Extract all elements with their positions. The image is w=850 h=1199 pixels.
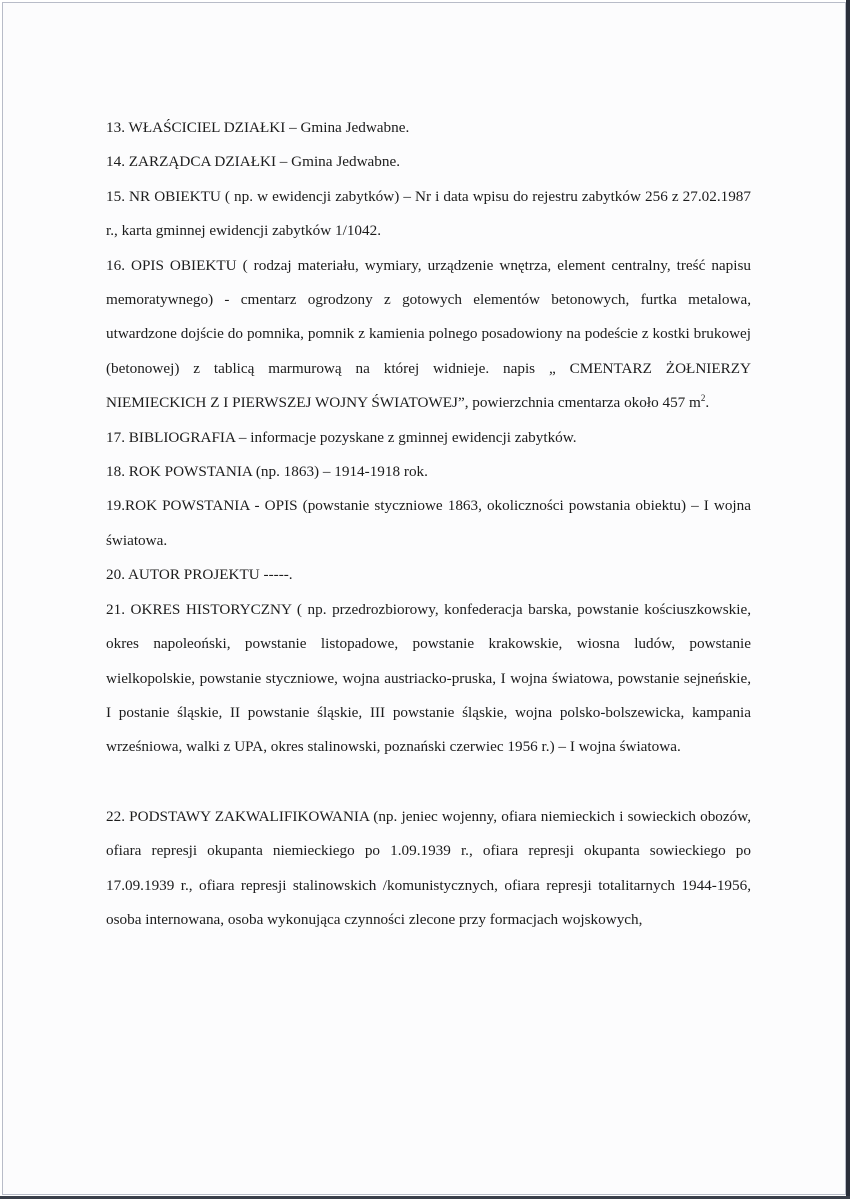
document-body — [106, 111, 751, 937]
paragraph-gap — [106, 765, 751, 800]
item-15-object-number: 15. NR OBIEKTU ( np. w ewidencji zabytków) – Nr i data wpisu do rejestru zabytków 256 z 27.02.1987 r., karta gminnej ewidencji zabytków 1/1042. — [106, 187, 751, 240]
scan-edge-right — [846, 0, 850, 1199]
item-14-administrator: 14. ZARZĄDCA DZIAŁKI – Gmina Jedwabne. — [106, 153, 400, 171]
item-19-year-built-description: 19.ROK POWSTANIA - OPIS (powstanie styczniowe 1863, okoliczności powstania obiektu) – I wojna światowa. — [106, 497, 751, 549]
area-unit-superscript: 2 — [700, 393, 706, 404]
item-18-year-built: 18. ROK POWSTANIA (np. 1863) – 1914-1918 rok. — [106, 463, 428, 481]
item-13-owner: 13. WŁAŚCICIEL DZIAŁKI – Gmina Jedwabne. — [106, 119, 410, 136]
item-22-qualification-basis: 22. PODSTAWY ZAKWALIFIKOWANIA (np. jeniec wojenny, ofiara niemieckich i sowieckich obozów, ofiara represji okupanta niemieckiego po 1.09.1939 r., ofiara represji okupanta sowieckiego po 17.09.1939 r., ofiara represji stalinowskich /komunistycznych, ofiara represji totalitarnych 1944-1956, osoba internowana, osoba wykonująca czynności zlecone przy formacjach wojskowych, — [106, 807, 751, 928]
item-16-object-description — [106, 249, 751, 421]
item-16-text: 16. OPIS OBIEKTU ( rodzaj materiału, wymiary, urządzenie wnętrza, element centralny, treść napisu memoratywnego) - cmentarz ogrodzony z gotowych elementów betonowych, furtka metalowa, utwardzone dojście do pomnika, pomnik z kamienia polnego posadowiony na podeście z kostki brukowej (betonowej) z tablicą marmurową na której widnieje. napis „ CMENTARZ ŻOŁNIERZY NIEMIECKICH Z I PIERWSZEJ WOJNY ŚWIATOWEJ”, powierzchnia cmentarza około 457 m — [106, 256, 751, 412]
item-20-project-author: 20. AUTOR PROJEKTU -----. — [106, 566, 293, 584]
document-page — [2, 2, 846, 1195]
item-16-end: . — [705, 394, 710, 412]
item-17-bibliography: 17. BIBLIOGRAFIA – informacje pozyskane z gminnej ewidencji zabytków. — [106, 428, 577, 446]
item-21-historical-period: 21. OKRES HISTORYCZNY ( np. przedrozbiorowy, konfederacja barska, powstanie kościuszkowskie, okres napoleoński, powstanie listopadowe, powstanie krakowskie, wiosna ludów, powstanie wielkopolskie, powstanie styczniowe, wojna austriacko-pruska, I wojna światowa, powstanie sejneńskie, I postanie śląskie, II powstanie śląskie, III powstanie śląskie, wojna polsko-bolszewicka, kampania wrześniowa, walki z UPA, okres stalinowski, poznański czerwiec 1956 r.) – I wojna światowa. — [106, 600, 751, 756]
